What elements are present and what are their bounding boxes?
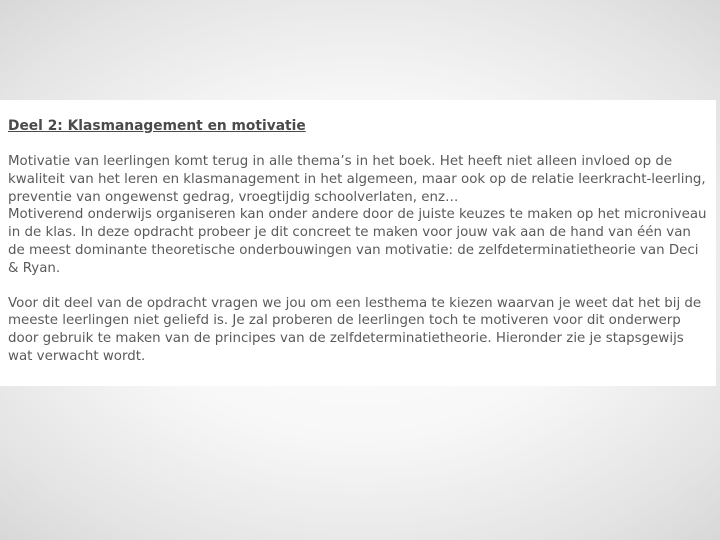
section-title: Deel 2: Klasmanagement en motivatie: [8, 118, 306, 134]
paragraph-motivating-education: Motiverend onderwijs organiseren kan onder andere door de juiste keuzes te maken op het microniveau in de klas. In deze opdracht probeer je dit concreet te maken voor jouw vak aan de hand van één van de meest dominante theoretische onderbouwingen van motivatie: de zelfdeterminatietheorie van Deci & Ryan.: [8, 207, 707, 276]
paragraph-spacer: [8, 278, 708, 295]
paragraph-assignment: Voor dit deel van de opdracht vragen we jou om een lesthema te kiezen waarvan je weet dat het bij de meeste leerlingen niet geliefd is. Je zal proberen de leerlingen toch te motiveren voor dit onderwerp door gebruik te maken van de principes van de zelfdeterminatietheorie. Hieronder zie je stapsgewijs wat verwacht wordt.: [8, 295, 702, 364]
document-panel: [0, 100, 716, 386]
paragraph-motivation-intro: Motivatie van leerlingen komt terug in alle thema’s in het boek. Het heeft niet alleen invloed op de kwaliteit van het leren en klasmanagement in het algemeen, maar ook op de relatie leerkracht-leerling, preventie van ongewenst gedrag, vroegtijdig schoolverlaten, enz…: [8, 154, 706, 205]
